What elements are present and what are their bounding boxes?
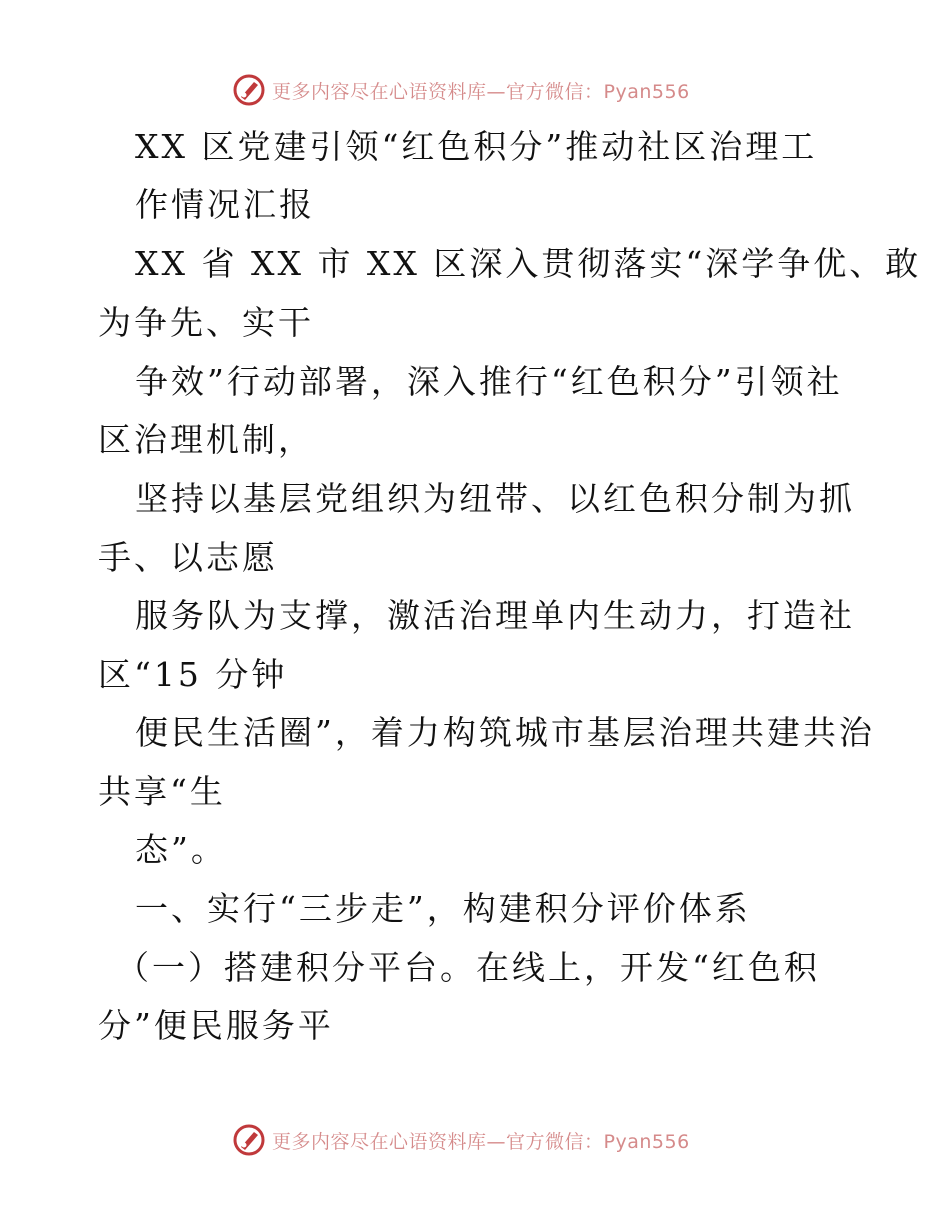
document-line: 作情况汇报	[135, 185, 315, 224]
document-line: XX 区党建引领“红色积分”推动社区治理工	[135, 127, 818, 166]
document-line: 态”。	[135, 830, 227, 869]
document-line: 共享“生	[98, 772, 226, 811]
document-line: 手、以志愿	[98, 538, 278, 577]
document-line: 为争先、实干	[98, 303, 314, 342]
subsection-heading: （一）搭建积分平台。在线上，开发“红色积	[116, 948, 820, 987]
document-line: 便民生活圈”，着力构筑城市基层治理共建共治	[135, 713, 875, 752]
document-line: 分”便民服务平	[98, 1006, 334, 1045]
document-line: 服务队为支撑，激活治理单内生动力，打造社	[135, 596, 855, 635]
document-line: 争效”行动部署，深入推行“红色积分”引领社	[135, 362, 843, 401]
document-line: 坚持以基层党组织为纽带、以红色积分制为抓	[135, 479, 855, 518]
document-line: 区治理机制，	[98, 420, 314, 459]
footer-watermark-text: 更多内容尽在心语资料库—官方微信：Pyan556	[272, 1130, 690, 1153]
section-heading: 一、实行“三步走”，构建积分评价体系	[135, 889, 751, 928]
document-line: 区“15 分钟	[98, 655, 288, 694]
pen-seal-logo-icon	[232, 1123, 266, 1157]
footer-watermark-banner	[232, 1120, 752, 1160]
document-line: XX 省 XX 市 XX 区深入贯彻落实“深学争优、敢	[135, 244, 922, 283]
header-watermark-text: 更多内容尽在心语资料库—官方微信：Pyan556	[272, 80, 690, 103]
